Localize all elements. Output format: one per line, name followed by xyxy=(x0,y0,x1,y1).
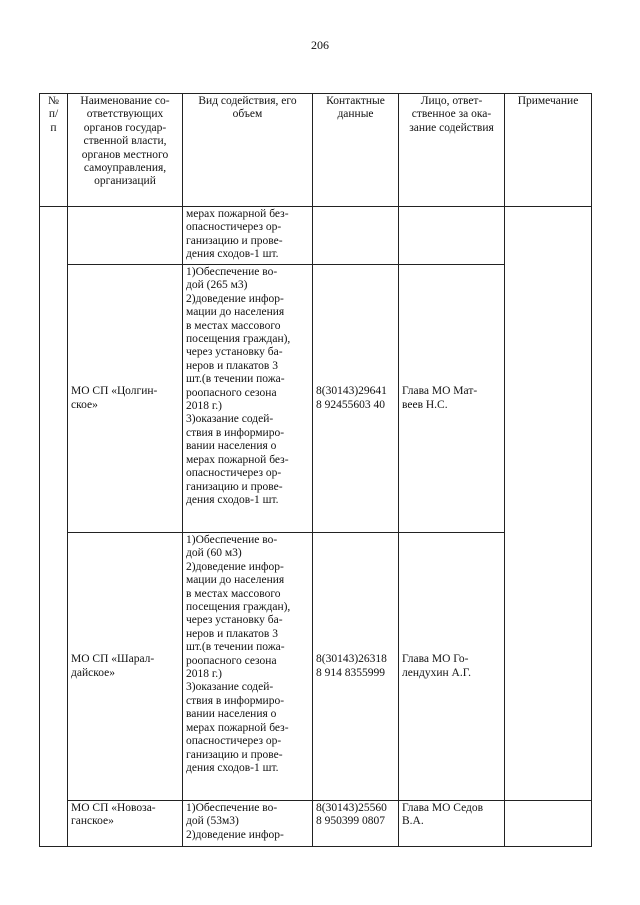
assistance-cell: 1)Обеспечение во- дой (60 м3) 2)доведение инфор- мации до населения в местах массового посещения граждан), через установку ба- неров и плакатов 3 шт.(в течении пожа- роопасного сезона 2018 г.) 3)оказание содей- ствия в информиро- вании населения о мерах пожарной без- опасностичерез ор- ганизацию и прове- дения сходов-1 шт. xyxy=(183,533,313,801)
assistance-table xyxy=(39,93,592,847)
table-header-row xyxy=(40,94,592,207)
header-contacts: Контактные данные xyxy=(313,94,399,207)
header-responsible-person: Лицо, ответ- ственное за ока- зание содействия xyxy=(399,94,505,207)
organization-name-cell: МО СП «Новоза- ганское» xyxy=(68,801,183,847)
note-cell xyxy=(505,207,592,801)
contacts-cell xyxy=(313,207,399,265)
table-row xyxy=(40,801,592,847)
organization-name-cell: МО СП «Шарал- дайское» xyxy=(68,533,183,801)
responsible-cell: Глава МО Мат- веев Н.С. xyxy=(399,265,505,533)
responsible-cell: Глава МО Седов В.А. xyxy=(399,801,505,847)
contacts-cell: 8(30143)29641 8 92455603 40 xyxy=(313,265,399,533)
assistance-cell: мерах пожарной без- опасностичерез ор- ганизацию и прове- дения сходов-1 шт. xyxy=(183,207,313,265)
header-organization-name: Наименование со- ответствующих органов государ- ственной власти, органов местного самоуправления, организаций xyxy=(68,94,183,207)
header-assistance-type: Вид содействия, его объем xyxy=(183,94,313,207)
header-number: № п/ п xyxy=(40,94,68,207)
page-number: 206 xyxy=(311,38,329,52)
assistance-cell: 1)Обеспечение во- дой (265 м3) 2)доведение инфор- мации до населения в местах массового посещения граждан), через установку ба- неров и плакатов 3 шт.(в течении пожа- роопасного сезона 2018 г.) 3)оказание содей- ствия в информиро- вании населения о мерах пожарной без- опасностичерез ор- ганизацию и прове- дения сходов-1 шт. xyxy=(183,265,313,533)
header-note: Примечание xyxy=(505,94,592,207)
assistance-cell: 1)Обеспечение во- дой (53м3) 2)доведение инфор- xyxy=(183,801,313,847)
contacts-cell: 8(30143)26318 8 914 8355999 xyxy=(313,533,399,801)
responsible-cell: Глава МО Го- лендухин А.Г. xyxy=(399,533,505,801)
organization-name-cell: МО СП «Цолгин- ское» xyxy=(68,265,183,533)
contacts-cell: 8(30143)25560 8 950399 0807 xyxy=(313,801,399,847)
table-row xyxy=(40,207,592,265)
responsible-cell xyxy=(399,207,505,265)
note-cell xyxy=(505,801,592,847)
row-number-cell xyxy=(40,207,68,847)
organization-name-cell xyxy=(68,207,183,265)
